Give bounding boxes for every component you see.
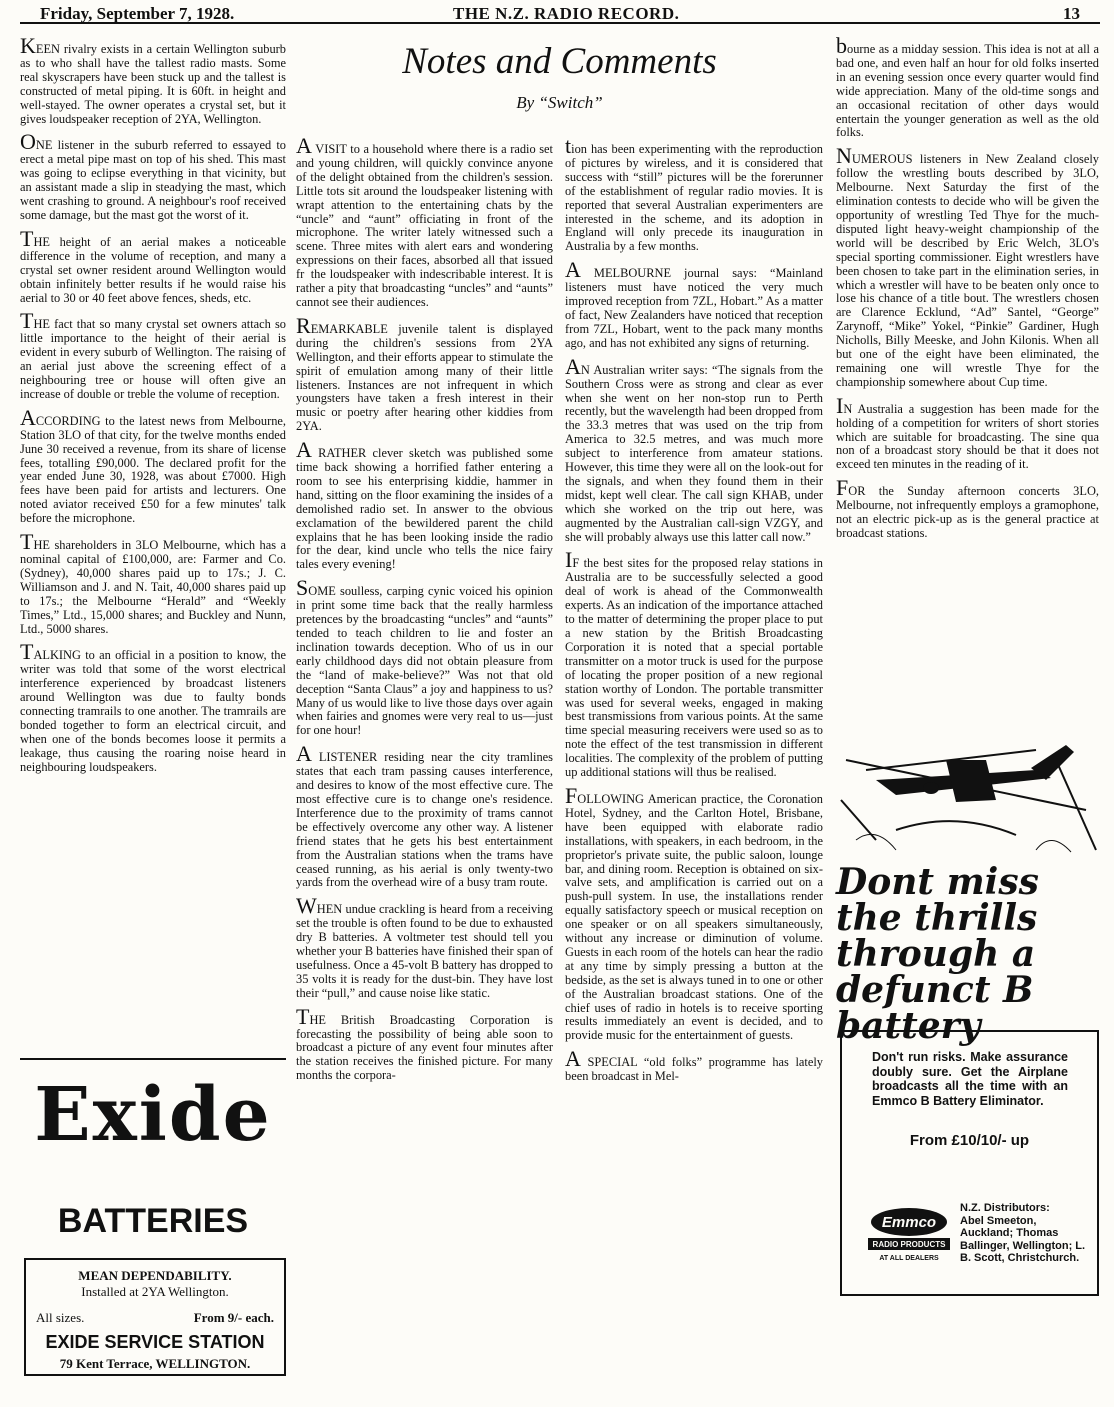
paragraph: IN Australia a suggestion has been made for the holding of a competition for writers of short stories which are suitable for broadcasting. The sine qua non of a broadcast story should be that it does not exceed ten minutes in the reading of it. [836, 392, 1099, 472]
column-2 [296, 133, 553, 1093]
emmco-advertisement [836, 740, 1099, 1320]
paragraph: WHEN undue crackling is heard from a receiving set the trouble is often found to be due to exhausted dry B batteries. A voltmeter test should tell you whether your B batteries have finished their span of usefulness. Once a 45-volt B battery has dropped to 35 volts it is ready for the dust-bin. They have lost their “pull,” and cause noise like static. [296, 893, 553, 1000]
emmco-logo-text: Emmco [881, 1214, 937, 1231]
paragraph: IF the best sites for the proposed relay stations in Australia are to be successfully selected a good deal of work is ahead of the Commonwealth experts. As an indication of the importance attached to the matter of determining the proper place to put a new station by the British Broadcasting Corporation it is noted that a special portable transmitter on a motor truck is used for the purpose of locating the proper position of a new regional station worthy of London. The portable transmitter was used for several weeks, engaged in making best transmissions from various points. At the same time special measuring receivers were used so as to note the effect of the test transmission in different localities. The complexity of the problem of putting up additional stations will thus be realised. [565, 547, 823, 780]
emmco-body: Don't run risks. Make assurance doubly sure. Get the Airplane broadcasts all the time with an Emmco B Battery Eliminator. [872, 1050, 1068, 1108]
paragraph: FOLLOWING American practice, the Coronation Hotel, Sydney, and the Carlton Hotel, Brisbane, have been equipped with elaborate radio installations, with speakers, in each bedroom, in the proprietor's private suite, the public saloon, lounge bar, and dining room. Reception is obtained on six-valve sets, and amplification is carried out on a push-pull system. In use, the installations render equally satisfactory speech or musical reception on one speaker or on all speakers simultaneously, without any increase or diminution of volume. Guests in each room of the hotels can hear the radio at any time by simply pressing a button at the bedside, as the set is always tuned in to one or other of the Australian broadcast stations. One of the chief uses of radio in hotels is to receive sporting results immediately an event is decided, and to provide music for the entertainment of guests. [565, 782, 823, 1043]
emmco-distributors-list: Abel Smeeton, Auckland; Thomas Ballinger, Wellington; L. B. Scott, Christchurch. [960, 1214, 1086, 1264]
paragraph: A VISIT to a household where there is a radio set and young children, will quickly convince anyone of the delight obtained from the children's session. Little tots sit around the loudspeaker listening with wrapt attention to the entertaining chats by the “uncle” and “aunt” officiating in front of the microphone. The writer lately witnessed such a scene. Three mites with alert ears and wondering expressions on their faces, absorbed all that issued fr the loudspeaker with indescribable interest. It is rather a pity that broadcasting “uncles” and “aunts” cannot see their audiences. [296, 133, 553, 309]
emmco-distributors-label: N.Z. Distributors: [960, 1202, 1050, 1214]
paragraph: ACCORDING to the latest news from Melbourne, Station 3LO of that city, for the twelve months ended June 30 received a revenue, from its share of license fees, totalling £90,000. The declared profit for the year ended June 30, 1928, was about £7000. High fees have been paid for artists and lecturers. One noted aviator received £50 for a few minutes' talk before the microphone. [20, 404, 286, 526]
paragraph: FOR the Sunday afternoon concerts 3LO, Melbourne, not infrequently employs a gramophone, not an electric pick-up as is the general practice at broadcast stations. [836, 475, 1099, 540]
article-title-block [296, 40, 823, 113]
paragraph: KEEN rivalry exists in a certain Wellington suburb as to who shall have the tallest radio masts. Some real skyscrapers have been stuck up and the tallest is constructed of metal piping. It is 60ft. in height and well-stayed. The owner operates a crystal set, but it gives loudspeaker reception of 2YA, Wellington. [20, 33, 286, 126]
emmco-headline: Dont miss the thrills through a defunct B battery [836, 861, 1039, 1047]
emmco-info-box [840, 1030, 1099, 1296]
paragraph: A RATHER clever sketch was published some time back showing a horrified father entering a room to see his enterprising kiddie, hammer in hand, sitting on the floor examining the insides of a demolished radio set. In answer to the obvious exclamation of the bewildered parent the child explains that he has been looking inside the radio for the dear, kind uncle who tells the nice fairy tales every evening! [296, 437, 553, 572]
emmco-price: From £10/10/- up [909, 1132, 1030, 1149]
article-byline: By “Switch” [516, 93, 603, 112]
exide-logo: Exide [34, 1072, 272, 1158]
paragraph: THE shareholders in 3LO Melbourne, which has a nominal capital of £100,000, are: Farmer and Co. (Sydney), 40,000 shares paid up to 17s.; J. C. Williamson and J. and N. Tait, 40,000 shares paid up to 17s.; the Melbourne “Herald” and “Weekly Times,” Ltd., 15,000 shares; and Buckley and Nunn, Ltd., 5000 shares. [20, 529, 286, 636]
paragraph: REMARKABLE juvenile talent is displayed during the children's sessions from 2YA Wellington, and their efforts appear to stimulate the spirit of emulation among many of their little listeners. Instances are not infrequent in which youngsters have taken a fresh interest in their music or poetry after hearing other kiddies from 2YA. [296, 312, 553, 434]
column-1 [20, 33, 286, 785]
header-rule [20, 22, 1100, 24]
exide-station: EXIDE SERVICE STATION [45, 1332, 265, 1352]
page-number: 13 [1063, 4, 1080, 23]
paragraph: tion has been experimenting with the reproduction of pictures by wireless, and it is considered that success with “still” pictures will be the forerunner of the establishment of regular radio movies. It is reported that several Australian experimenters are interested in the scheme, and its adoption in England will only precede its inauguration in Australia by a few months. [565, 133, 823, 254]
paragraph: TALKING to an official in a position to know, the writer was told that some of the worst electrical interference experienced by broadcast listeners around Wellington was due to faulty bonds connecting tramrails to one another. The tramrails are bonded together to form an electrical circuit, and when one of the bonds becomes loose it permits a leakage, thus causing the roaring noise heard in neighbouring loudspeakers. [20, 639, 286, 774]
article-title: Notes and Comments [402, 41, 717, 82]
paragraph: THE fact that so many crystal set owners attach so little importance to the height of their aerial is evident in every suburb of Wellington. The raising of an aerial just above the screening effect of a neighbouring tree or house will often give an increase of double or treble the volume of reception. [20, 308, 286, 401]
emmco-logo-dealers: AT ALL DEALERS [879, 1255, 939, 1262]
paragraph: ONE listener in the suburb referred to essayed to erect a metal pipe mast on top of his shed. This mast was going to eclipse everything in that vicinity, but an assistant made a slip in steadying the mast, which went crashing to ground. A neighbour's roof received some damage, but the mast got the worst of it. [20, 129, 286, 222]
issue-date: Friday, September 7, 1928. [40, 4, 235, 23]
airplane-illustration [836, 740, 1099, 860]
paragraph: THE height of an aerial makes a noticeable difference in the volume of reception, and many a crystal set owner resident around Wellington would obtain infinitely better results if he would raise his aerial to 30 or 40 feet above fences, sheds, etc. [20, 225, 286, 305]
paragraph: AN Australian writer says: “The signals from the Southern Cross were as strong and clear as ever when she went on her non-stop run to Perth recently, but the wavelength had been dropped from the 33.3 metres that was used on the trip from America to 32.5 metres, and was much more subject to interference from amateur stations. However, this time they were all on the look-out for the signals, and when they found them in their midst, kept well clear. The call sign KHAB, under which she worked on the trip out here, was augmented by the Australian call-sign VZGY, and she will probably always use this latter call now.” [565, 353, 823, 544]
page-header [20, 4, 1100, 24]
exide-tagline: MEAN DEPENDABILITY. [78, 1268, 232, 1283]
column-3 [565, 133, 823, 1094]
exide-price: From 9/- each. [193, 1310, 274, 1325]
exide-installed: Installed at 2YA Wellington. [81, 1284, 229, 1299]
paragraph: THE British Broadcasting Corporation is forecasting the possibility of being able soon to broadcast a picture of any event four minutes after the station receives the finished picture. For many months the corpora- [296, 1003, 553, 1083]
paragraph: A MELBOURNE journal says: “Mainland listeners must have noticed the very much improved reception from 7ZL, Hobart.” As a matter of fact, New Zealanders have noticed that reception from 7ZL, Hobart, went to the pack many months ago, and has not exhibited any signs of returning. [565, 257, 823, 350]
paragraph: A SPECIAL “old folks” programme has lately been broadcast in Mel- [565, 1046, 823, 1084]
paragraph: NUMEROUS listeners in New Zealand closely follow the wrestling bouts described by 3LO, Melbourne. Next Saturday the first of the elimination contests to decide who will be given the opportunity of wrestling Ted Thye for the much-disputed light heavy-weight championship of the world will be described by Eric Welch, 3LO's special sporting commissioner. Eight wrestlers have been chosen to take part in the elimination series, in which a wrestler will have to be beaten only once to lose his chance of a title bout. The wrestlers chosen are Clarence Ecklund, “Ad” Santel, “George” Zarynoff, “Mike” Yokel, “Pinkie” Gardiner, Hugh Nicholls, Billy Meeske, and John Kilonis. When all but one of the eight have been eliminated, the remaining one will wrestle Thye for the championship somewhere about Cup time. [836, 143, 1099, 389]
emmco-distributors [960, 1202, 1090, 1265]
exide-sizes: All sizes. [36, 1310, 85, 1325]
emmco-logo-sub: RADIO PRODUCTS [872, 1240, 946, 1249]
emmco-logo-icon [864, 1202, 954, 1264]
publication-title: THE N.Z. RADIO RECORD. [453, 4, 680, 23]
paragraph: A LISTENER residing near the city tramlines states that each tram passing causes interference, and desires to know of the most effective cure. The most effective cure is to change one's residence. Interference due to the proximity of trams cannot be effectively overcome any other way. A listener friend states that he gets his best entertainment from the Australian stations when the trams have ceased running, as his aerial is only twenty-two yards from the overhead wire of a busy tram route. [296, 741, 553, 890]
exide-advertisement [20, 1058, 286, 1371]
paragraph: bourne as a midday session. This idea is not at all a bad one, and even half an hour for old folks inserted in an evening session once every quarter would find wide appreciation. Many of the old-time songs and an occasional recitation of other days would entertain the younger generation as well as the old folks. [836, 33, 1099, 140]
exide-product: BATTERIES [57, 1202, 249, 1240]
exide-address: 79 Kent Terrace, WELLINGTON. [59, 1356, 251, 1371]
column-4 [836, 33, 1099, 551]
exide-info-box [24, 1258, 286, 1376]
paragraph: SOME soulless, carping cynic voiced his opinion in print some time back that the really harmless pretences by the broadcasting “uncles” and “aunts” tended to teach children to lie and foster an inclination towards deception. Who of us in our early childhood days did not obtain pleasure from the “land of make-believe?” Was not that old deception “Santa Claus” a joy and happiness to us? Many of us would like to live those days over again when fairies and gnomes were very real to us—just for one hour! [296, 575, 553, 738]
